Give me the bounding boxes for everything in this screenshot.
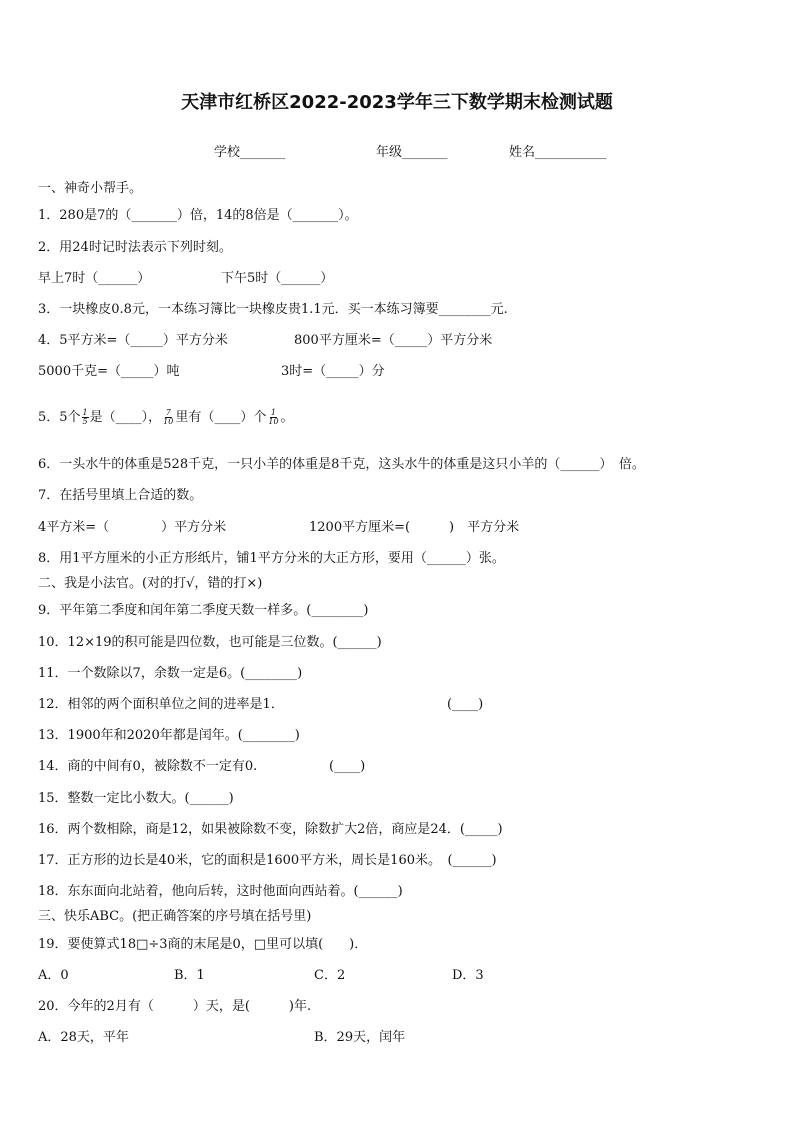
question-12: 12．相邻的两个面积单位之间的进率是1． — [38, 697, 284, 712]
section-1-heading: 一、神奇小帮手。 — [38, 181, 143, 196]
question-19-option-b: B．1 — [174, 968, 205, 983]
question-5: 5．5个 $\frac{1}{5}$ 是（____）， $\frac{7}{10}$ 里有（____）个 $\frac{1}{10}$ 。 — [38, 408, 294, 426]
question-3: 3．一块橡皮0.8元，一本练习簿比一块橡皮贵1.1元．买一本练习簿要________元. — [38, 302, 508, 317]
grade-field: 年级_______ — [376, 145, 448, 160]
question-2-part-a: 早上7时（______） — [38, 271, 151, 286]
fraction-1-10: $\frac{1}{10}$ — [268, 408, 279, 426]
question-20: 20．今年的2月有（ ）天，是( )年. — [38, 999, 312, 1014]
school-field: 学校_______ — [214, 145, 286, 160]
question-1: 1．280是7的（_______）倍，14的8倍是（_______）。 — [38, 208, 358, 223]
section-2-heading: 二、我是小法官。(对的打√，错的打×) — [38, 576, 263, 591]
question-16: 16．两个数相除，商是12，如果被除数不变，除数扩大2倍，商应是24．(_____) — [38, 822, 503, 837]
question-4-part-a: 4．5平方米=（_____）平方分米 — [38, 333, 228, 348]
question-11: 11．一个数除以7，余数一定是6。(________) — [38, 666, 303, 681]
question-17: 17．正方形的边长是40米，它的面积是1600平方米，周长是160米。 (______) — [38, 853, 497, 868]
question-8: 8．用1平方厘米的小正方形纸片，铺1平方分米的大正方形，要用（______）张。 — [38, 551, 505, 566]
question-12-answer: (____) — [447, 697, 484, 712]
question-7: 7．在括号里填上合适的数。 — [38, 488, 203, 503]
question-2: 2．用24时记时法表示下列时刻。 — [38, 240, 232, 255]
question-19-option-c: C．2 — [314, 968, 346, 983]
question-20-option-a: A．28天，平年 — [38, 1030, 129, 1045]
fraction-7-10: $\frac{7}{10}$ — [163, 408, 174, 426]
question-9: 9．平年第二季度和闰年第二季度天数一样多。(________) — [38, 603, 369, 618]
question-2-part-b: 下午5时（______） — [221, 271, 334, 286]
question-18: 18．东东面向北站着，他向后转，这时他面向西站着。(______) — [38, 884, 403, 899]
question-20-option-b: B．29天，闰年 — [314, 1030, 406, 1045]
question-4-part-d: 3时=（_____）分 — [281, 364, 385, 379]
section-3-heading: 三、快乐ABC。(把正确答案的序号填在括号里) — [38, 909, 312, 924]
question-14-answer: (____) — [329, 759, 366, 774]
question-10: 10．12×19的积可能是四位数，也可能是三位数。(______) — [38, 635, 382, 650]
question-19-option-a: A．0 — [38, 968, 69, 983]
name-field: 姓名___________ — [509, 145, 607, 160]
question-4-part-b: 800平方厘米=（_____）平方分米 — [294, 333, 493, 348]
page-title: 天津市红桥区2022-2023学年三下数学期末检测试题 — [181, 92, 613, 113]
question-6: 6．一头水牛的体重是528千克，一只小羊的体重是8千克，这头水牛的体重是这只小羊的（______） 倍。 — [38, 457, 645, 472]
question-19: 19．要使算式18□÷3商的末尾是0，□里可以填( )． — [38, 937, 368, 952]
question-14: 14．商的中间有0，被除数不一定有0. — [38, 759, 258, 774]
question-7-part-b: 1200平方厘米=( ) 平方分米 — [309, 520, 520, 535]
question-13: 13．1900年和2020年都是闰年。(________) — [38, 728, 300, 743]
question-19-option-d: D．3 — [452, 968, 484, 983]
question-7-part-a: 4平方米=（ ）平方分米 — [38, 520, 227, 535]
question-4-part-c: 5000千克=（_____）吨 — [38, 364, 180, 379]
fraction-1-5: $\frac{1}{5}$ — [82, 408, 88, 426]
question-15: 15．整数一定比小数大。(______) — [38, 791, 234, 806]
